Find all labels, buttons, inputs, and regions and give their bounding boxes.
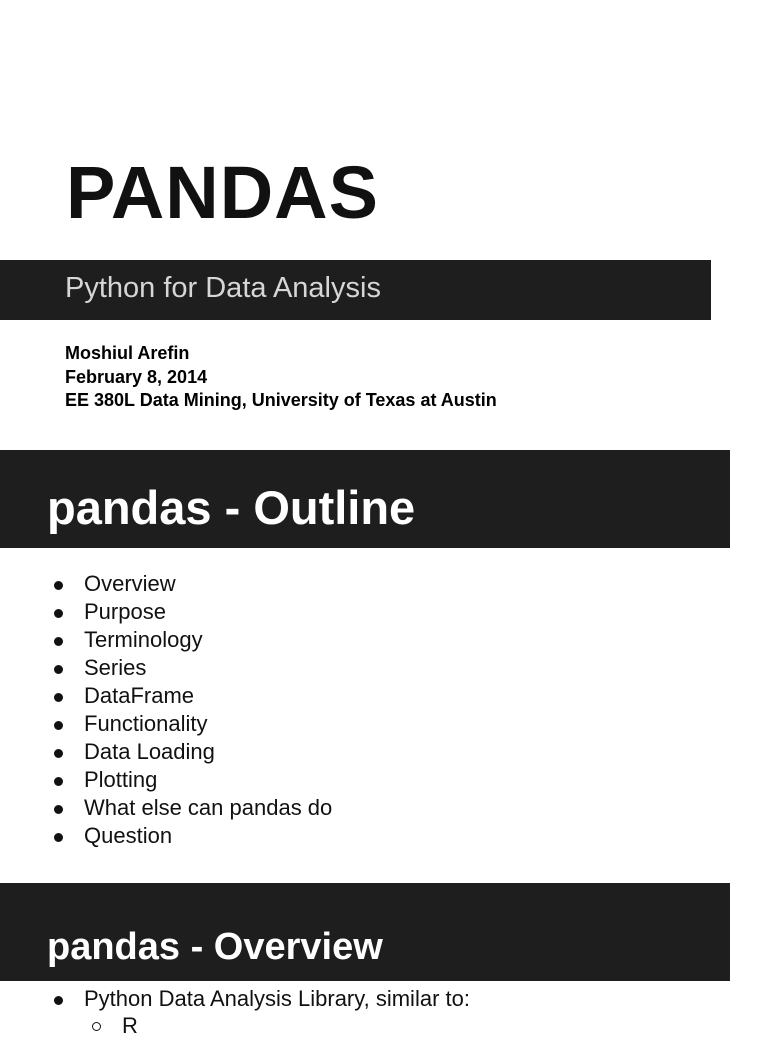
main-title: PANDAS	[66, 151, 379, 234]
author-block	[65, 342, 497, 413]
subtitle: Python for Data Analysis	[65, 272, 381, 304]
bullet-dot-icon	[54, 665, 63, 674]
bullet-dot-icon	[54, 833, 63, 842]
author-name: Moshiul Arefin	[65, 343, 190, 363]
outline-list	[0, 570, 332, 850]
bullet-dot-icon	[54, 721, 63, 730]
bullet-dot-icon	[54, 609, 63, 618]
list-item: Plotting	[0, 766, 332, 794]
list-item: Overview	[0, 570, 332, 598]
list-item: Series	[0, 654, 332, 682]
list-item: What else can pandas do	[0, 794, 332, 822]
outline-heading: pandas - Outline	[47, 481, 416, 534]
bullet-dot-icon	[54, 693, 63, 702]
sub-list-item: R	[84, 1012, 138, 1040]
bullet-ring-icon	[92, 1022, 101, 1031]
bullet-dot-icon	[54, 777, 63, 786]
bullet-dot-icon	[54, 749, 63, 758]
bullet-dot-icon	[54, 805, 63, 814]
bullet-dot-icon	[54, 996, 63, 1005]
list-item: Question	[0, 822, 332, 850]
course-info: EE 380L Data Mining, University of Texas at Austin	[65, 390, 497, 410]
list-item: Purpose	[0, 598, 332, 626]
overview-heading: pandas - Overview	[47, 926, 383, 968]
bullet-dot-icon	[54, 637, 63, 646]
presentation-date: February 8, 2014	[65, 366, 208, 387]
list-item: Functionality	[0, 710, 332, 738]
list-item: DataFrame	[0, 682, 332, 710]
overview-list	[0, 985, 470, 1013]
list-item: Terminology	[0, 626, 332, 654]
list-item: Python Data Analysis Library, similar to:	[0, 985, 470, 1013]
list-item: Data Loading	[0, 738, 332, 766]
bullet-dot-icon	[54, 581, 63, 590]
